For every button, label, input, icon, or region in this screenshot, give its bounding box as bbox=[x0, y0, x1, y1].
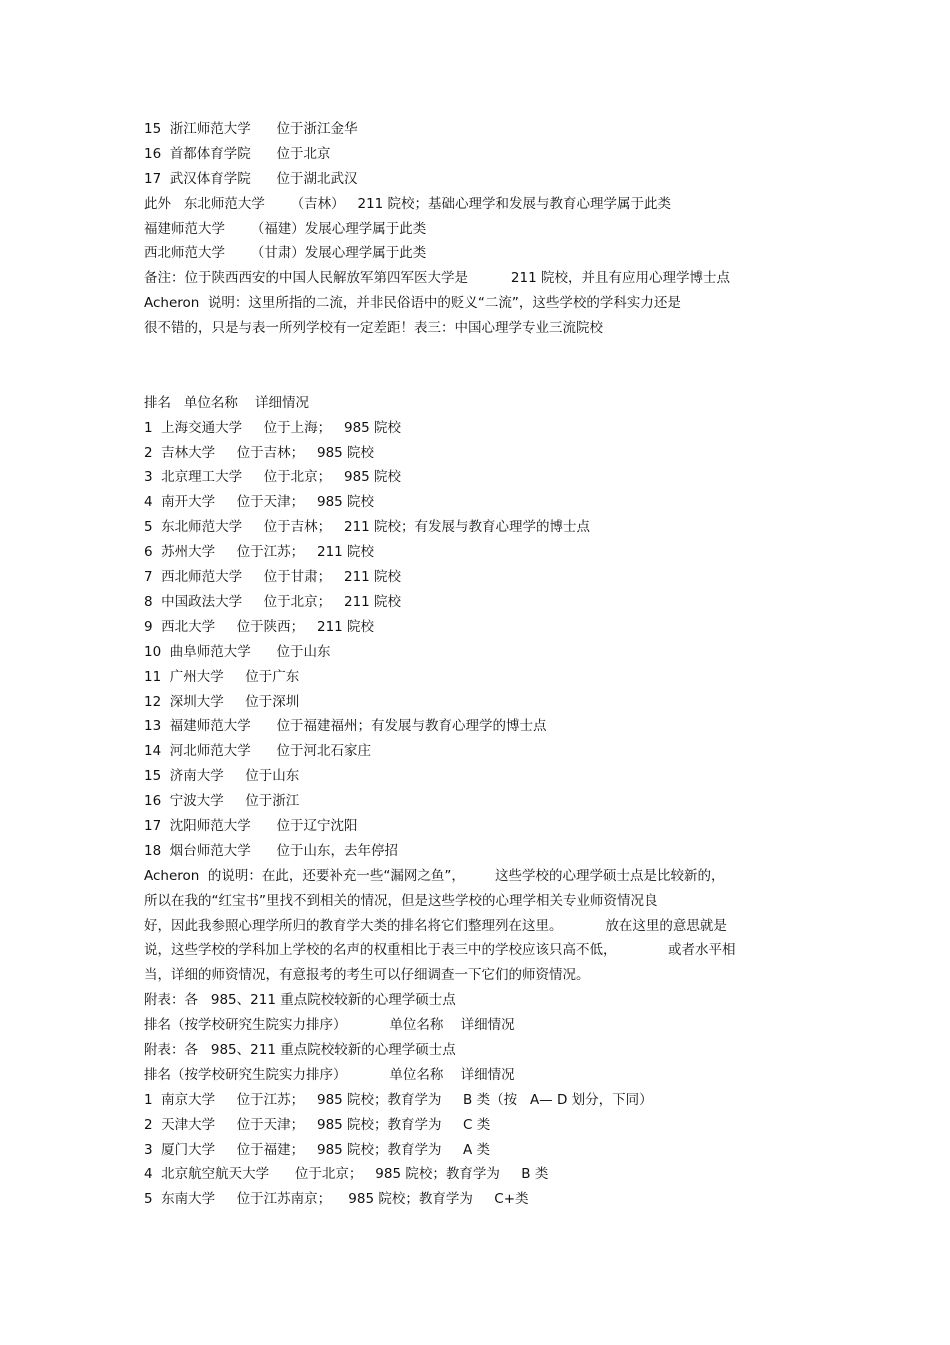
text-line: 很不错的，只是与表一所列学校有一定差距！表三：中国心理学专业三流院校 bbox=[144, 320, 603, 337]
text-line: 好，因此我参照心理学所归的教育学大类的排名将它们整理列在这里。 放在这里的意思就是 bbox=[144, 917, 727, 934]
text-line: 17 沈阳师范大学 位于辽宁沈阳 bbox=[144, 817, 358, 834]
text-line: 2 吉林大学 位于吉林； 985 院校 bbox=[144, 444, 375, 461]
text-line: 6 苏州大学 位于江苏； 211 院校 bbox=[144, 544, 375, 561]
text-line: 16 宁波大学 位于浙江 bbox=[144, 793, 300, 810]
text-line: 此外 东北师范大学 （吉林） 211 院校；基础心理学和发展与教育心理学属于此类 bbox=[144, 195, 672, 212]
text-line: 18 烟台师范大学 位于山东，去年停招 bbox=[144, 842, 399, 859]
text-line: 4 南开大学 位于天津； 985 院校 bbox=[144, 494, 375, 511]
third-tier-university-table bbox=[144, 391, 814, 1212]
text-line: 排名（按学校研究生院实力排序） 单位名称 详细情况 bbox=[144, 1066, 515, 1083]
text-line: 1 上海交通大学 位于上海； 985 院校 bbox=[144, 419, 402, 436]
text-line: 11 广州大学 位于广东 bbox=[144, 668, 300, 685]
text-line: 4 北京航空航天大学 位于北京； 985 院校；教育学为 B 类 bbox=[144, 1166, 549, 1183]
text-line: Acheron 的说明：在此，还要补充一些“漏网之鱼”， 这些学校的心理学硕士点是比较新的， bbox=[144, 867, 725, 884]
text-line: 5 东南大学 位于江苏南京； 985 院校；教育学为 C+类 bbox=[144, 1191, 529, 1208]
text-line: 附表：各 985、211 重点院校较新的心理学硕士点 bbox=[144, 1041, 456, 1058]
text-line: 16 首都体育学院 位于北京 bbox=[144, 145, 331, 162]
text-line: 所以在我的“红宝书”里找不到相关的情况，但是这些学校的心理学相关专业师资情况良 bbox=[144, 892, 658, 909]
text-line: 福建师范大学 （福建）发展心理学属于此类 bbox=[144, 220, 427, 237]
text-line: 5 东北师范大学 位于吉林； 211 院校；有发展与教育心理学的博士点 bbox=[144, 519, 591, 536]
text-line: 排名（按学校研究生院实力排序） 单位名称 详细情况 bbox=[144, 1017, 515, 1034]
text-line: 2 天津大学 位于天津； 985 院校；教育学为 C 类 bbox=[144, 1116, 491, 1133]
text-line: 15 浙江师范大学 位于浙江金华 bbox=[144, 121, 358, 137]
text-line: 8 中国政法大学 位于北京； 211 院校 bbox=[144, 593, 402, 610]
text-line: 7 西北师范大学 位于甘肃； 211 院校 bbox=[144, 569, 402, 586]
text-line: 3 厦门大学 位于福建； 985 院校；教育学为 A 类 bbox=[144, 1141, 491, 1158]
text-line: 12 深圳大学 位于深圳 bbox=[144, 693, 300, 710]
text-line: 14 河北师范大学 位于河北石家庄 bbox=[144, 743, 372, 760]
text-line: 当，详细的师资情况，有意报考的考生可以仔细调查一下它们的师资情况。 bbox=[144, 967, 590, 984]
text-line: 3 北京理工大学 位于北京； 985 院校 bbox=[144, 469, 402, 486]
text-line: 排名 单位名称 详细情况 bbox=[144, 394, 310, 411]
text-line: 10 曲阜师范大学 位于山东 bbox=[144, 643, 331, 660]
text-line: 说，这些学校的学科加上学校的名声的权重相比于表三中的学校应该只高不低， 或者水平相 bbox=[144, 942, 736, 959]
text-line: 15 济南大学 位于山东 bbox=[144, 768, 300, 785]
text-line: 备注：位于陕西西安的中国人民解放军第四军医大学是 211 院校，并且有应用心理学博士点 bbox=[144, 270, 730, 287]
university-list-continued bbox=[144, 117, 814, 341]
document-body bbox=[144, 117, 814, 1212]
text-line: 西北师范大学 （甘肃）发展心理学属于此类 bbox=[144, 245, 427, 262]
text-line: 1 南京大学 位于江苏； 985 院校；教育学为 B 类（按 A— D 划分，下同） bbox=[144, 1091, 653, 1108]
section-gap bbox=[144, 341, 814, 391]
text-line: 13 福建师范大学 位于福建福州；有发展与教育心理学的博士点 bbox=[144, 718, 547, 735]
text-line: 17 武汉体育学院 位于湖北武汉 bbox=[144, 170, 358, 187]
text-line: 9 西北大学 位于陕西； 211 院校 bbox=[144, 618, 375, 635]
text-line: Acheron 说明：这里所指的二流，并非民俗语中的贬义“二流”，这些学校的学科实力还是 bbox=[144, 295, 681, 312]
text-line: 附表：各 985、211 重点院校较新的心理学硕士点 bbox=[144, 992, 456, 1009]
